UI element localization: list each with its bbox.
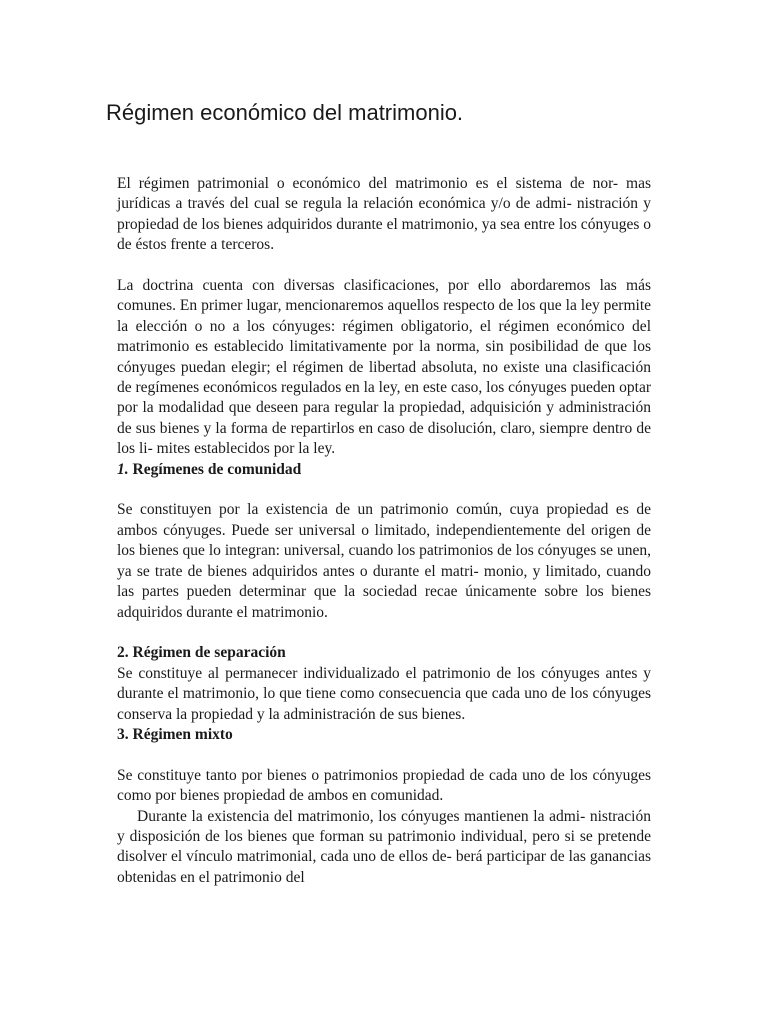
paragraph-spacer — [117, 480, 651, 500]
paragraph-spacer — [117, 745, 651, 765]
paragraph-mixto-continued: Durante la existencia del matrimonio, los cónyuges mantienen la admi- nistración y disposición de los bienes que forman su patrimonio individual, pero si se pretende disolver el vínculo matrimonial, cada uno de ellos de- berá participar de las ganancias obtenidas en el patrimonio del — [117, 807, 651, 886]
paragraph-comunidad: Se constituyen por la existencia de un patrimonio común, cuya propiedad es de ambos cónyuges. Puede ser universal o limitado, independientemente del origen de los bienes que lo integran: universal, cuando los patrimonios de los cónyuges se unen, ya se trate de bienes adquiridos antes o durante el matri- monio, y limitado, cuando las partes pueden determinar que la sociedad recae únicamente sobre los bienes adquiridos durante el matrimonio. — [117, 501, 651, 621]
paragraph-separacion: Se constituye al permanecer individualizado el patrimonio de los cónyuges antes y durante el matrimonio, lo que tiene como consecuencia que cada uno de los cónyuges conserva la propiedad y la administración de sus bienes. — [117, 664, 651, 723]
section-number: 2. — [117, 644, 129, 662]
section-heading-comunidad — [117, 460, 651, 480]
paragraph-mixto: Se constituye tanto por bienes o patrimonios propiedad de cada uno de los cónyuges como por bienes propiedad de ambos en comunidad. — [117, 766, 651, 805]
paragraph-spacer — [117, 623, 651, 643]
section-heading-text: Regímenes de comunidad — [132, 460, 302, 478]
paragraph-definition: El régimen patrimonial o económico del matrimonio es el sistema de nor- mas jurídicas a través del cual se regula la relación económica y/o de admi- nistración y propiedad de los bienes adquiridos durante el matrimonio, ya sea entre los cónyuges o de éstos frente a terceros. — [117, 175, 651, 254]
section-heading-mixto — [117, 725, 651, 745]
section-heading-text: Régimen mixto — [132, 725, 233, 743]
document-body — [117, 174, 651, 888]
section-number: 3. — [117, 725, 129, 743]
page-title: Régimen económico del matrimonio. — [106, 100, 464, 125]
section-number: 1. — [117, 460, 129, 478]
section-heading-text: Régimen de separación — [132, 644, 286, 662]
paragraph-spacer — [117, 256, 651, 276]
section-heading-separacion — [117, 643, 651, 663]
paragraph-classifications: La doctrina cuenta con diversas clasificaciones, por ello abordaremos las más comunes. En primer lugar, mencionaremos aquellos respecto de los que la ley permite la elección o no a los cónyuges: régimen obligatorio, el régimen económico del matrimonio es establecido limitativamente por la norma, sin posibilidad de que los cónyuges puedan elegir; el régimen de libertad absoluta, no existe una clasificación de regímenes económicos regulados en la ley, en este caso, los cónyuges pueden optar por la modalidad que deseen para regular la propiedad, adquisición y administración de sus bienes y la forma de repartirlos en caso de disolución, claro, siempre dentro de los li- mites establecidos por la ley. — [117, 277, 651, 458]
